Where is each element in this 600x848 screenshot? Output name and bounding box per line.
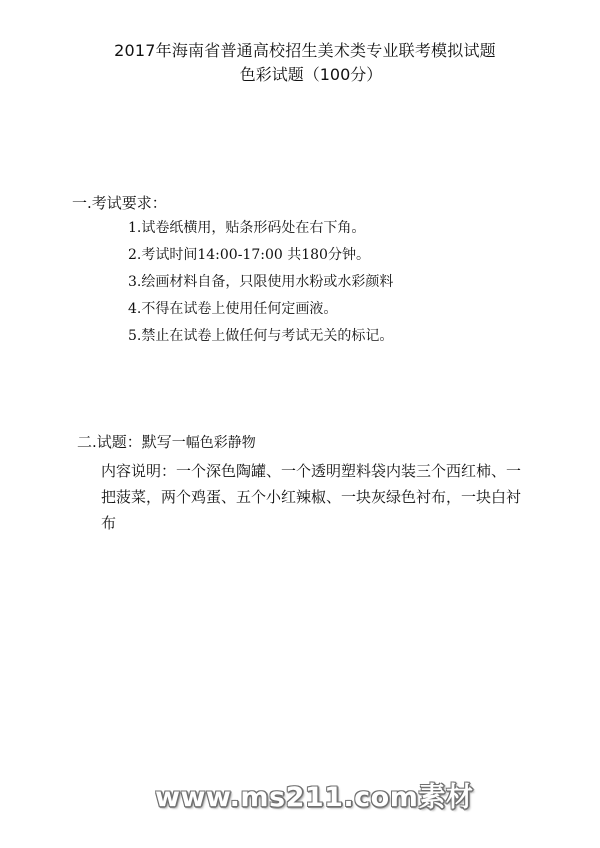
requirements-list bbox=[128, 215, 393, 350]
content-paragraph bbox=[73, 458, 533, 536]
requirement-item: 3.绘画材料自备，只限使用水粉或水彩颜料 bbox=[128, 274, 394, 290]
title-block bbox=[0, 40, 600, 86]
content-text: 一个深色陶罐、一个透明塑料袋内装三个西红柿、一把菠菜，两个鸡蛋、五个小红辣椒、一块灰绿色衬布，一块白衬布 bbox=[101, 462, 522, 532]
question-content bbox=[73, 458, 533, 536]
exam-title: 2017年海南省普通高校招生美术类专业联考模拟试题 bbox=[114, 41, 496, 60]
question-heading-topic: 一幅色彩静物 bbox=[171, 435, 256, 451]
requirement-item: 4.不得在试卷上使用任何定画液。 bbox=[128, 301, 338, 317]
exam-subtitle: 色彩试题（100分） bbox=[239, 65, 383, 84]
section-requirements-heading: 一.考试要求： bbox=[72, 194, 167, 212]
section-question-heading bbox=[77, 432, 256, 453]
content-label: 内容说明： bbox=[101, 462, 177, 480]
watermark: www.ms211.com素材 bbox=[155, 782, 474, 813]
requirement-item: 2.考试时间14:00-17:00 共180分钟。 bbox=[128, 247, 370, 263]
requirement-item: 1.试卷纸横用，贴条形码处在右下角。 bbox=[128, 220, 366, 236]
requirement-item: 5.禁止在试卷上做任何与考试无关的标记。 bbox=[128, 328, 394, 344]
question-heading-label: 二.试题：默写 bbox=[77, 433, 172, 451]
